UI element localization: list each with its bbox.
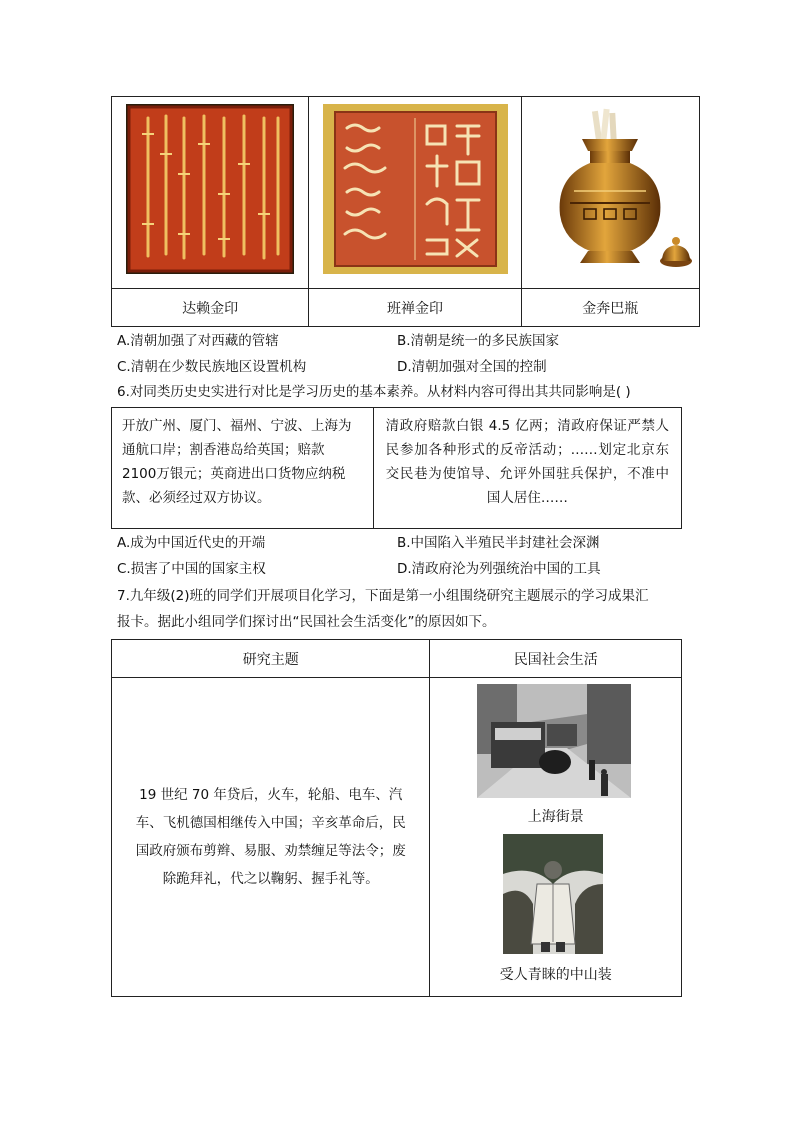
- shanghai-street-photo: [477, 684, 631, 798]
- q6-stem: 6.对同类历史史实进行对比是学习历史的基本素养。从材料内容可得出其共同影响是( ): [117, 384, 631, 400]
- q7-stem-line1: 7.九年级(2)班的同学们开展项目化学习，下面是第一小组围绕研究主题展示的学习成果汇: [117, 588, 649, 604]
- artifacts-table: [111, 96, 700, 327]
- q5-option-b: B.清朝是统一的多民族国家: [397, 333, 560, 349]
- panchen-seal-cell: [309, 97, 521, 289]
- q6-option-d: D.清政府沦为列强统治中国的工具: [397, 561, 601, 577]
- q6-option-a: A.成为中国近代史的开端: [117, 535, 266, 551]
- q7-report-table: [111, 639, 682, 997]
- panchen-seal-caption: 班禅金印: [309, 289, 521, 327]
- q6-material-table: [111, 407, 682, 529]
- panchen-gold-seal-image: [323, 104, 508, 274]
- golden-urn-cell: [521, 97, 699, 289]
- q7-stem-line2: 报卡。据此小组同学们探讨出“民国社会生活变化”的原因如下。: [117, 614, 496, 630]
- q6-option-c: C.损害了中国的国家主权: [117, 561, 266, 577]
- q6-option-b: B.中国陷入半殖民半封建社会深渊: [397, 535, 600, 551]
- q5-option-d: D.清朝加强对全国的控制: [397, 359, 547, 375]
- q6-material-left: 开放广州、厦门、福州、宁波、上海为通航口岸；割香港岛给英国；赔款 2100万银元；英商进出口货物应纳税款、必须经过双方协议。: [122, 418, 352, 506]
- dalai-gold-seal-image: [126, 104, 294, 274]
- q5-option-a: A.清朝加强了对西藏的管辖: [117, 333, 279, 349]
- q6-material-left-cell: [112, 408, 374, 529]
- golden-urn-caption: 金奔巴瓶: [521, 289, 699, 327]
- q6-material-right-cell: [373, 408, 681, 529]
- q7-header-left: 研究主题: [112, 640, 430, 678]
- q7-content-cell: [112, 678, 430, 997]
- q7-content-text: 19 世纪 70 年贷后，火车，轮船、电车、汽车、飞机德国相继传入中国；辛亥革命后，民国政府颁布剪辫、易服、劝禁缠足等法令；废除跪拜礼，代之以鞠躬、握手礼等。: [135, 787, 406, 887]
- golden-urn-image: [554, 105, 700, 275]
- q6-material-right: 清政府赔款白银 4.5 亿两；清政府保证严禁人民参加各种形式的反帝活动；……划定北京东交民巷为使馆导、允评外国驻兵保护，不准中国人居住……: [385, 418, 669, 506]
- q7-photos-cell: [430, 678, 682, 997]
- q5-option-c: C.清朝在少数民族地区设置机构: [117, 359, 307, 375]
- dalai-seal-caption: 达赖金印: [112, 289, 309, 327]
- zhongshan-suit-photo: [503, 834, 603, 954]
- zhongshan-suit-caption: 受人青睐的中山装: [499, 967, 612, 983]
- shanghai-street-caption: 上海街景: [527, 809, 584, 825]
- q7-header-right: 民国社会生活: [430, 640, 682, 678]
- dalai-seal-cell: [112, 97, 309, 289]
